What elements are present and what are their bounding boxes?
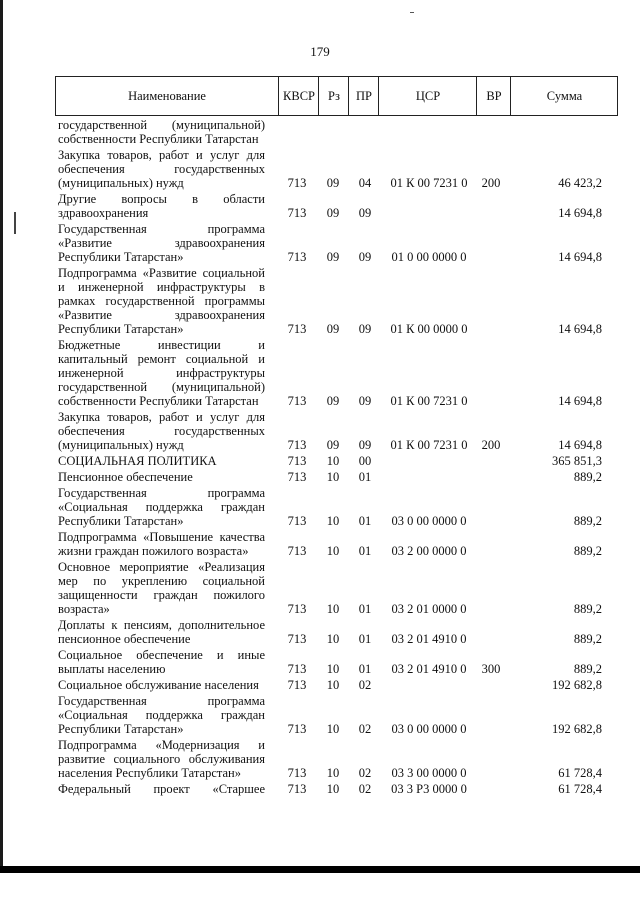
row-name	[58, 738, 265, 780]
cell-rz: 10	[326, 470, 340, 484]
cell-sum: 61 728,4	[558, 782, 602, 796]
table-row	[0, 454, 640, 468]
cell-kvsr: 713	[287, 454, 307, 468]
cell-rz: 10	[326, 632, 340, 646]
cell-kvsr: 713	[287, 766, 307, 780]
row-name-line: Подпрограмма «Повышение качества	[58, 530, 265, 544]
cell-pr: 02	[358, 678, 372, 692]
cell-kvsr: 713	[287, 322, 307, 336]
row-name-line: государственной (муниципальной)	[58, 380, 265, 394]
cell-rz: 09	[326, 176, 340, 190]
cell-csr: 01 К 00 7231 0	[390, 176, 468, 190]
cell-sum: 192 682,8	[552, 678, 602, 692]
table-header	[55, 76, 618, 116]
row-name-line: здравоохранения	[58, 206, 149, 220]
row-name	[58, 266, 265, 336]
row-name	[58, 410, 265, 452]
cell-pr: 01	[358, 602, 372, 616]
cell-rz: 09	[326, 206, 340, 220]
cell-sum: 889,2	[573, 470, 602, 484]
table-row	[0, 410, 640, 452]
scan-top-mark	[410, 12, 414, 13]
cell-kvsr: 713	[287, 250, 307, 264]
cell-csr: 01 0 00 0000 0	[391, 250, 467, 264]
row-name	[58, 560, 265, 616]
row-name-line: Государственная программа	[58, 694, 265, 708]
row-name-line: «Развитие здравоохранения	[58, 236, 265, 250]
table-row	[0, 192, 640, 220]
row-name-line: обеспечения государственных	[58, 162, 265, 176]
table-row	[0, 678, 640, 692]
cell-pr: 01	[358, 544, 372, 558]
cell-kvsr: 713	[287, 602, 307, 616]
cell-csr: 03 3 00 0000 0	[391, 766, 467, 780]
cell-rz: 10	[326, 722, 340, 736]
row-name-line: Республики Татарстан»	[58, 322, 184, 336]
table-row	[0, 486, 640, 528]
cell-csr: 01 К 00 7231 0	[390, 438, 468, 452]
cell-sum: 889,2	[573, 632, 602, 646]
cell-rz: 09	[326, 438, 340, 452]
row-name-line: Государственная программа	[58, 222, 265, 236]
table-row	[0, 694, 640, 736]
row-name-line: защищенности граждан пожилого	[58, 588, 265, 602]
row-name-line: Республики Татарстан»	[58, 722, 184, 736]
cell-pr: 02	[358, 782, 372, 796]
row-name-line: Социальное обслуживание населения	[58, 678, 259, 692]
scan-bottom-bar	[0, 866, 640, 873]
row-name-line: Подпрограмма «Модернизация и	[58, 738, 265, 752]
cell-kvsr: 713	[287, 544, 307, 558]
row-name	[58, 648, 265, 676]
row-name-line: инженерной инфраструктуры	[58, 366, 265, 380]
row-name	[58, 618, 265, 646]
cell-kvsr: 713	[287, 394, 307, 408]
cell-pr: 00	[358, 454, 372, 468]
row-name	[58, 678, 265, 692]
row-name-line: Социальное обеспечение и иные	[58, 648, 265, 662]
row-name-line: «Развитие здравоохранения	[58, 308, 265, 322]
cell-pr: 02	[358, 766, 372, 780]
cell-rz: 10	[326, 678, 340, 692]
cell-rz: 10	[326, 766, 340, 780]
row-name-line: «Социальная поддержка граждан	[58, 708, 265, 722]
cell-pr: 01	[358, 514, 372, 528]
cell-sum: 365 851,3	[552, 454, 602, 468]
cell-csr: 01 К 00 0000 0	[390, 322, 468, 336]
cell-rz: 10	[326, 514, 340, 528]
row-name-line: государственной (муниципальной)	[58, 118, 265, 132]
cell-rz: 10	[326, 602, 340, 616]
row-name	[58, 470, 265, 484]
col-header-vr: ВР	[476, 77, 511, 115]
cell-rz: 10	[326, 662, 340, 676]
cell-sum: 889,2	[573, 602, 602, 616]
row-name	[58, 530, 265, 558]
cell-kvsr: 713	[287, 206, 307, 220]
row-name-line: собственности Республики Татарстан	[58, 394, 259, 408]
cell-sum: 14 694,8	[558, 438, 602, 452]
row-name	[58, 782, 265, 796]
cell-vr: 300	[481, 662, 501, 676]
table-row	[0, 148, 640, 190]
cell-rz: 10	[326, 454, 340, 468]
row-name-line: выплаты населению	[58, 662, 166, 676]
cell-pr: 01	[358, 470, 372, 484]
row-name-line: Закупка товаров, работ и услуг для	[58, 148, 265, 162]
table-row	[0, 738, 640, 780]
cell-pr: 09	[358, 438, 372, 452]
row-name-line: Бюджетные инвестиции и	[58, 338, 265, 352]
cell-kvsr: 713	[287, 438, 307, 452]
table-row	[0, 118, 640, 146]
row-name-line: рамках государственной программы	[58, 294, 265, 308]
cell-vr: 200	[481, 176, 501, 190]
row-name	[58, 118, 265, 146]
cell-rz: 10	[326, 782, 340, 796]
row-name	[58, 192, 265, 220]
cell-csr: 03 2 01 4910 0	[391, 662, 467, 676]
table-row	[0, 618, 640, 646]
cell-csr: 03 0 00 0000 0	[391, 514, 467, 528]
row-name-line: пенсионное обеспечение	[58, 632, 191, 646]
row-name-line: Подпрограмма «Развитие социальной	[58, 266, 265, 280]
cell-kvsr: 713	[287, 722, 307, 736]
cell-csr: 03 2 01 0000 0	[391, 602, 467, 616]
table-row	[0, 560, 640, 616]
cell-sum: 14 694,8	[558, 322, 602, 336]
cell-pr: 01	[358, 662, 372, 676]
cell-kvsr: 713	[287, 632, 307, 646]
row-name-line: СОЦИАЛЬНАЯ ПОЛИТИКА	[58, 454, 217, 468]
row-name-line: «Социальная поддержка граждан	[58, 500, 265, 514]
row-name-line: (муниципальных) нужд	[58, 438, 184, 452]
row-name-line: Республики Татарстан»	[58, 250, 184, 264]
cell-pr: 09	[358, 322, 372, 336]
row-name-line: возраста»	[58, 602, 110, 616]
row-name-line: собственности Республики Татарстан	[58, 132, 259, 146]
cell-pr: 09	[358, 250, 372, 264]
cell-kvsr: 713	[287, 678, 307, 692]
cell-kvsr: 713	[287, 782, 307, 796]
table-row	[0, 530, 640, 558]
cell-rz: 09	[326, 322, 340, 336]
row-name	[58, 454, 265, 468]
table-row	[0, 470, 640, 484]
cell-csr: 03 2 01 4910 0	[391, 632, 467, 646]
cell-rz: 10	[326, 544, 340, 558]
table-row	[0, 648, 640, 676]
row-name-line: (муниципальных) нужд	[58, 176, 184, 190]
cell-pr: 01	[358, 632, 372, 646]
row-name-line: жизни граждан пожилого возраста»	[58, 544, 249, 558]
cell-rz: 09	[326, 394, 340, 408]
col-header-name: Наименование	[128, 89, 206, 103]
col-header-csr: ЦСР	[378, 77, 477, 115]
cell-sum: 14 694,8	[558, 206, 602, 220]
cell-sum: 889,2	[573, 514, 602, 528]
cell-sum: 61 728,4	[558, 766, 602, 780]
table-row	[0, 338, 640, 408]
row-name	[58, 694, 265, 736]
row-name-line: населения Республики Татарстан»	[58, 766, 241, 780]
row-name-line: капитальный ремонт социальной и	[58, 352, 265, 366]
table-row	[0, 266, 640, 336]
row-name-line: Доплаты к пенсиям, дополнительное	[58, 618, 265, 632]
cell-kvsr: 713	[287, 176, 307, 190]
cell-kvsr: 713	[287, 662, 307, 676]
col-header-sum: Сумма	[510, 77, 618, 115]
cell-kvsr: 713	[287, 470, 307, 484]
cell-sum: 14 694,8	[558, 250, 602, 264]
table-row	[0, 222, 640, 264]
cell-sum: 889,2	[573, 662, 602, 676]
row-name-line: Федеральный проект «Старшее	[58, 782, 265, 796]
cell-sum: 889,2	[573, 544, 602, 558]
cell-sum: 192 682,8	[552, 722, 602, 736]
cell-csr: 03 3 Р3 0000 0	[391, 782, 467, 796]
cell-rz: 09	[326, 250, 340, 264]
row-name-line: Государственная программа	[58, 486, 265, 500]
cell-sum: 46 423,2	[558, 176, 602, 190]
row-name-line: развитие социального обслуживания	[58, 752, 265, 766]
row-name-line: мер по укреплению социальной	[58, 574, 265, 588]
row-name-line: Республики Татарстан»	[58, 514, 184, 528]
row-name-line: обеспечения государственных	[58, 424, 265, 438]
cell-sum: 14 694,8	[558, 394, 602, 408]
cell-pr: 09	[358, 394, 372, 408]
cell-pr: 04	[358, 176, 372, 190]
col-header-kvsr: КВСР	[278, 77, 319, 115]
row-name-line: Пенсионное обеспечение	[58, 470, 193, 484]
row-name-line: Закупка товаров, работ и услуг для	[58, 410, 265, 424]
row-name	[58, 486, 265, 528]
table-row	[0, 782, 640, 796]
cell-vr: 200	[481, 438, 501, 452]
row-name	[58, 338, 265, 408]
row-name-line: Другие вопросы в области	[58, 192, 265, 206]
cell-kvsr: 713	[287, 514, 307, 528]
row-name	[58, 148, 265, 190]
cell-pr: 02	[358, 722, 372, 736]
row-name-line: и инженерной инфраструктуры в	[58, 280, 265, 294]
col-header-rz: Рз	[318, 77, 349, 115]
cell-csr: 03 0 00 0000 0	[391, 722, 467, 736]
cell-csr: 01 К 00 7231 0	[390, 394, 468, 408]
row-name	[58, 222, 265, 264]
page-number: 179	[310, 44, 330, 59]
row-name-line: Основное мероприятие «Реализация	[58, 560, 265, 574]
col-header-pr: ПР	[348, 77, 379, 115]
cell-pr: 09	[358, 206, 372, 220]
cell-csr: 03 2 00 0000 0	[391, 544, 467, 558]
